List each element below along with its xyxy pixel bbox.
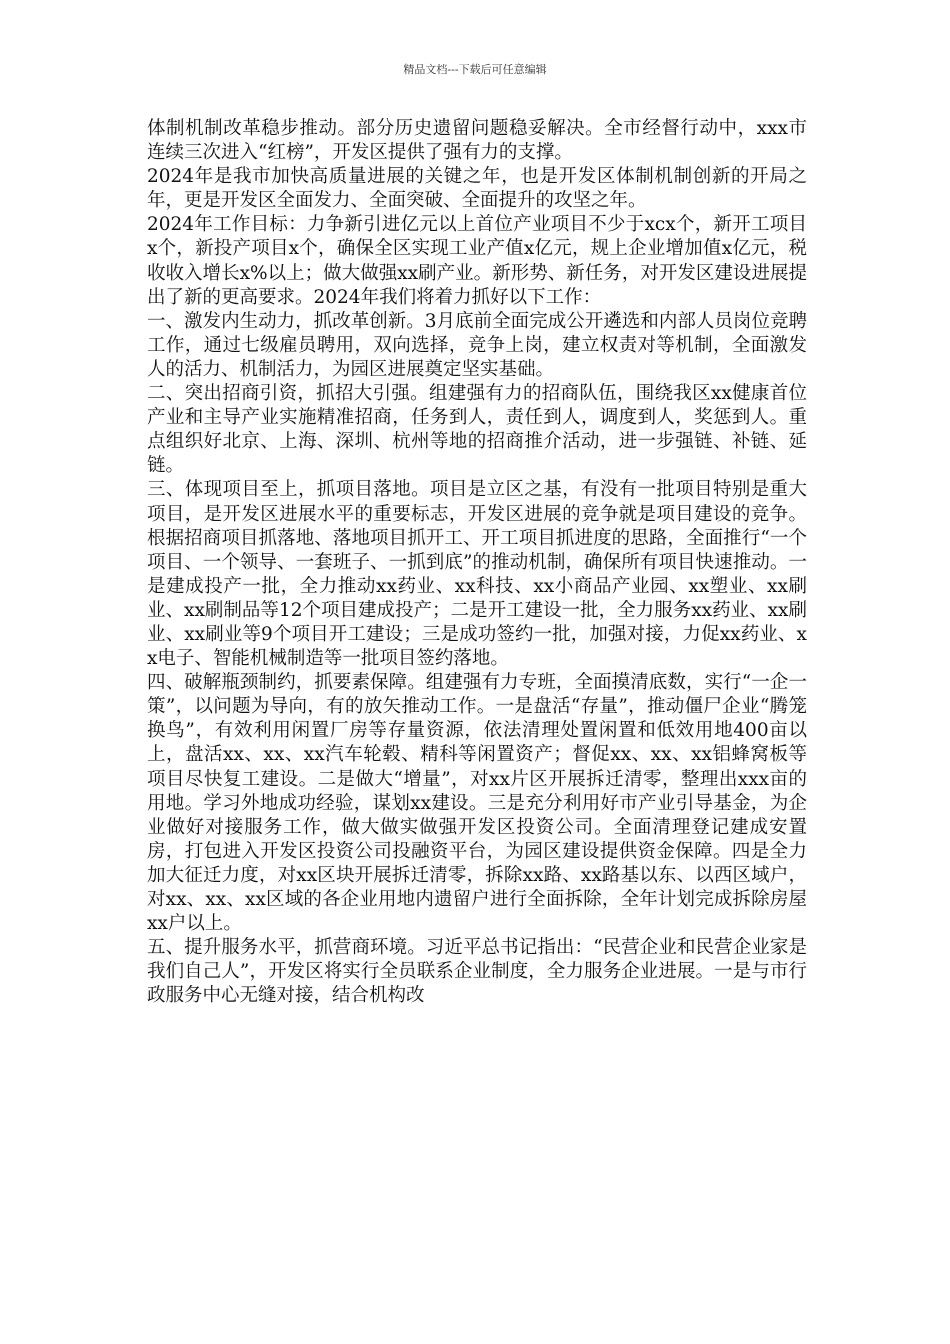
paragraph-section-5: 五、提升服务水平，抓营商环境。习近平总书记指出：“民营企业和民营企业家是我们自己人”，开发区将实行全员联系企业制度，全力服务企业进展。一是与市行政服务中心无缝对接，结合机构改	[147, 937, 807, 1007]
paragraph-section-1: 一、激发内生动力，抓改革创新。3月底前全面完成公开遴选和内部人员岗位竞聘工作，通过七级雇员聘用，双向选择，竞争上岗，建立权责对等机制，全面激发人的活力、机制活力，为园区进展奠定坚实基础。	[147, 310, 807, 380]
document-body	[147, 117, 807, 1008]
paragraph-work-goals: 2024年工作目标：力争新引进亿元以上首位产业项目不少于xcx个，新开工项目x个，新投产项目x个，确保全区实现工业产值x亿元，规上企业增加值x亿元，税收收入增长x%以上；做大做强xx刷产业。新形势、新任务，对开发区建设进展提出了新的更高要求。2024年我们将着力抓好以下工作：	[147, 214, 807, 308]
page-header: 精品文档---下载后可任意编辑	[403, 63, 547, 76]
paragraph-section-3: 三、体现项目至上，抓项目落地。项目是立区之基，有没有一批项目特别是重大项目，是开发区进展水平的重要标志，开发区进展的竞争就是项目建设的竞争。根据招商项目抓落地、落地项目抓开工、开工项目抓进度的思路，全面推行“一个项目、一个领导、一套班子、一抓到底”的推动机制，确保所有项目快速推动。一是建成投产一批，全力推动xx药业、xx科技、xx小商品产业园、xx塑业、xx刷业、xx刷制品等12个项目建成投产；二是开工建设一批，全力服务xx药业、xx刷业、xx刷业等9个项目开工建设；三是成功签约一批，加强对接，力促xx药业、xx电子、智能机械制造等一批项目签约落地。	[147, 479, 807, 670]
paragraph-key-year: 2024年是我市加快高质量进展的关键之年，也是开发区体制机制创新的开局之年，更是开发区全面发力、全面突破、全面提升的攻坚之年。	[147, 166, 807, 212]
paragraph-continuation: 体制机制改革稳步推动。部分历史遗留问题稳妥解决。全市经督行动中，xxx市连续三次进入“红榜”，开发区提供了强有力的支撑。	[147, 118, 807, 164]
paragraph-section-2: 二、突出招商引资，抓招大引强。组建强有力的招商队伍，围绕我区xx健康首位产业和主导产业实施精准招商，任务到人，责任到人，调度到人，奖惩到人。重点组织好北京、上海、深圳、杭州等地的招商推介活动，进一步强链、补链、延链。	[147, 383, 807, 477]
paragraph-section-4: 四、破解瓶颈制约，抓要素保障。组建强有力专班，全面摸清底数，实行“一企一策”，以问题为导向，有的放矢推动工作。一是盘活“存量”，推动僵尸企业“腾笼换鸟”，有效利用闲置厂房等存量资源，依法清理处置闲置和低效用地400亩以上，盘活xx、xx、xx汽车轮毂、精科等闲置资产；督促xx、xx、xx铝蜂窝板等项目尽快复工建设。二是做大“增量”，对xx片区开展拆迁清零，整理出xxx亩的用地。学习外地成功经验，谋划xx建设。三是充分利用好市产业引导基金，为企业做好对接服务工作，做大做实做强开发区投资公司。全面清理登记建成安置房，打包进入开发区投资公司投融资平台，为园区建设提供资金保障。四是全力加大征迁力度，对xx区块开展拆迁清零，拆除xx路、xx路基以东、以西区域户，对xx、xx、xx区域的各企业用地内遗留户进行全面拆除，全年计划完成拆除房屋xx户以上。	[147, 672, 807, 935]
